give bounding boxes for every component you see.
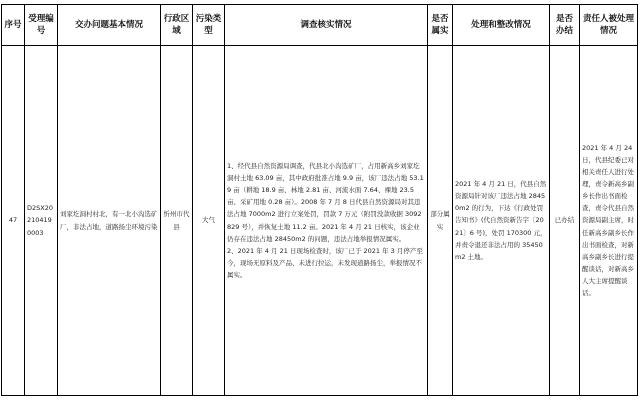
header-issue: 交办问题基本情况 [58,5,161,46]
table-row [2,46,638,396]
header-pollution-type: 污染类型 [193,5,225,46]
supervision-case-table [1,4,638,396]
header-seq: 序号 [2,5,25,46]
cell-handling: 2021 年 4 月 21 日，代县自然资源局针对该厂违法占地 28450m2 的行为，下达《行政处罚告知书》(代自然资新告字〔2021〕6 号)，处罚 170300 元，并责令退还非法占用的 35450m2 土地。 [453,46,550,396]
header-accountability: 责任人被处理情况 [580,5,638,46]
cell-seq: 47 [2,46,25,396]
cell-investigation [225,46,428,396]
cell-closed: 已办结 [550,46,580,396]
header-region: 行政区域 [161,5,193,46]
cell-pollution-type: 大气 [193,46,225,396]
cell-issue: 刘家圪洞村村北，有一北小沟选矿厂，非法占地，道路扬尘环境污染 [58,46,161,396]
header-closed: 是否办结 [550,5,580,46]
cell-region [161,46,193,396]
cell-verified: 部分属实 [428,46,453,396]
header-verified: 是否属实 [428,5,453,46]
header-handling: 处理和整改情况 [453,5,550,46]
header-investigation: 调查核实情况 [225,5,428,46]
region-text: 忻州市代县 [163,210,190,231]
header-case-no: 受理编号 [25,5,58,46]
header-row [2,5,638,46]
investigation-paragraph-2: 2、2021 年 4 月 21 日现场检查时，该厂已于 2021 年 3 月停产至今，现场无原料及产品、未进行拉运，未发现道路扬尘，举报情况不属实。 [227,246,423,279]
investigation-paragraph-1: 1、经代县自然资源局调查，代县北小沟选矿厂，占用新高乡刘家圪洞村土地 63.09 亩，其中政府批准占地 9.9 亩，该厂违法占地 53.19 亩（耕地 18.9 亩、林地 2.81 亩、河流水面 7.64、裸地 23.5 亩、采矿用地 0.28 亩）。2008 年 7 月 8 日代县自然资源局对其违法占地 7000m2 进行立案处罚，罚款 7 万元（附罚没款收据 3092829 号），并恢复土地 11.2 亩。2021 年 4 月 21 日核实，该企业仍存在违法占地 28450m2 的问题，违法占地举报情况属实。 [227,162,424,243]
cell-case-no: D2SX202104190003 [25,46,58,396]
cell-accountability: 2021 年 4 月 24 日，代县纪委已对相关责任人进行处理，责令新高乡副乡长作出书面检查，责令代县自然资源局副主席，时任新高乡副乡长作出书面检查，对新高乡副乡长进行提醒谈话，对新高乡人大主席提醒谈话。 [580,46,638,396]
